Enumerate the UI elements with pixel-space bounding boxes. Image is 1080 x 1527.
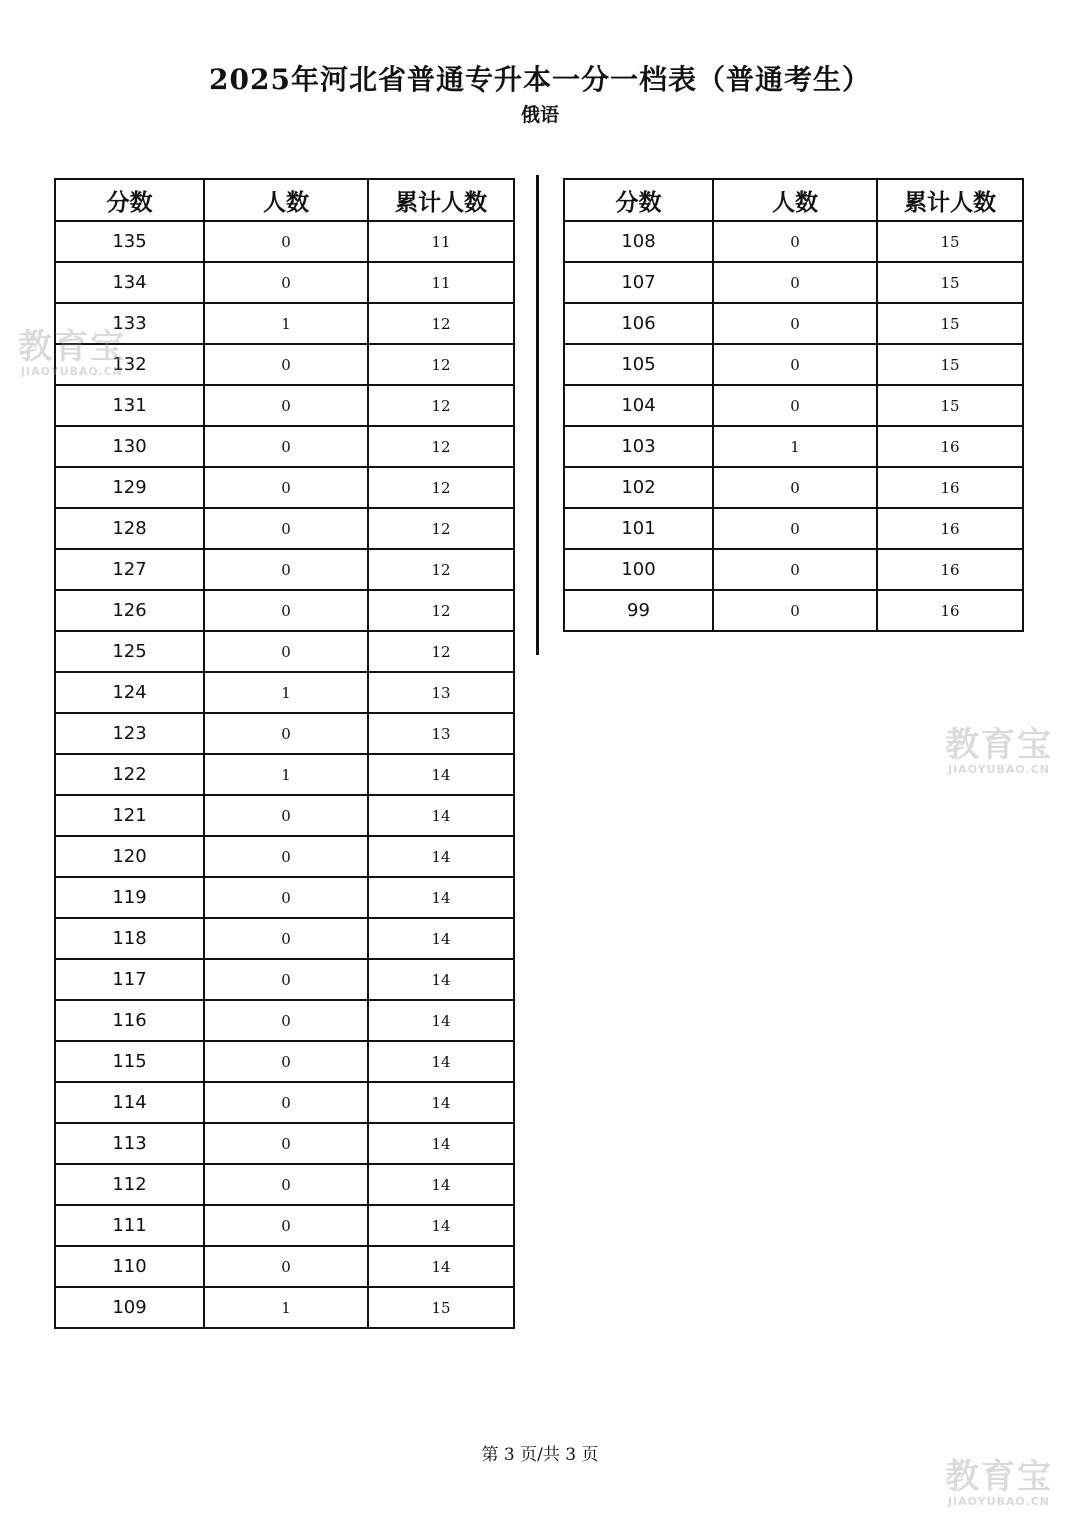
cell-score: 108 [564,221,713,262]
cell-count: 1 [713,426,877,467]
watermark-logo: 教育宝 JIAOYUBAO.CN [945,1457,1053,1508]
cell-cumulative: 12 [368,631,514,672]
cell-cumulative: 12 [368,344,514,385]
table-row [564,262,1023,303]
cell-count: 0 [204,221,368,262]
cell-score: 115 [55,1041,204,1082]
cell-cumulative: 14 [368,918,514,959]
subject-subtitle: 俄语 [520,104,559,126]
cell-cumulative: 11 [368,262,514,303]
cell-score: 126 [55,590,204,631]
cell-count: 0 [204,836,368,877]
header-count: 人数 [204,179,368,221]
cell-score: 101 [564,508,713,549]
table-row [55,590,514,631]
table-row [564,508,1023,549]
table-row [55,221,514,262]
table-row [564,426,1023,467]
cell-score: 110 [55,1246,204,1287]
cell-cumulative: 14 [368,754,514,795]
cell-score: 102 [564,467,713,508]
table-row [564,344,1023,385]
cell-score: 125 [55,631,204,672]
cell-count: 0 [204,467,368,508]
table-row [55,262,514,303]
cell-cumulative: 14 [368,877,514,918]
cell-count: 0 [204,713,368,754]
table-row [55,1123,514,1164]
cell-cumulative: 12 [368,426,514,467]
header-score: 分数 [55,179,204,221]
cell-score: 123 [55,713,204,754]
cell-count: 0 [713,508,877,549]
cell-count: 0 [204,1205,368,1246]
cell-count: 0 [204,1082,368,1123]
cell-cumulative: 16 [877,549,1023,590]
cell-cumulative: 12 [368,590,514,631]
table-header-row [564,179,1023,221]
page-title: 2025年河北省普通专升本一分一档表（普通考生） [209,63,871,96]
cell-cumulative: 13 [368,713,514,754]
cell-cumulative: 12 [368,508,514,549]
cell-score: 116 [55,1000,204,1041]
watermark-logo: 教育宝 JIAOYUBAO.CN [18,327,126,378]
table-row [564,303,1023,344]
cell-count: 0 [713,303,877,344]
cell-cumulative: 14 [368,1041,514,1082]
cell-cumulative: 16 [877,508,1023,549]
cell-count: 0 [204,426,368,467]
cell-score: 130 [55,426,204,467]
cell-score: 133 [55,303,204,344]
cell-score: 132 [55,344,204,385]
cell-score: 113 [55,1123,204,1164]
table-row [55,426,514,467]
cell-score: 135 [55,221,204,262]
table-row [55,1164,514,1205]
cell-count: 1 [204,754,368,795]
cell-cumulative: 13 [368,672,514,713]
cell-count: 0 [713,262,877,303]
cell-count: 0 [713,467,877,508]
cell-score: 121 [55,795,204,836]
cell-cumulative: 16 [877,426,1023,467]
cell-cumulative: 14 [368,1164,514,1205]
cell-score: 124 [55,672,204,713]
table-row [55,631,514,672]
cell-score: 117 [55,959,204,1000]
page-footer: 第 3 页/共 3 页 [481,1445,599,1465]
cell-score: 128 [55,508,204,549]
table-row [55,467,514,508]
cell-score: 118 [55,918,204,959]
cell-cumulative: 12 [368,303,514,344]
table-row [564,549,1023,590]
cell-count: 0 [204,1164,368,1205]
table-row [55,918,514,959]
cell-cumulative: 14 [368,1123,514,1164]
table-row [55,508,514,549]
header-score: 分数 [564,179,713,221]
cell-count: 1 [204,672,368,713]
table-row [55,672,514,713]
cell-cumulative: 14 [368,836,514,877]
table-row [55,1041,514,1082]
header-cumulative: 累计人数 [877,179,1023,221]
cell-cumulative: 15 [877,344,1023,385]
cell-cumulative: 12 [368,385,514,426]
cell-cumulative: 14 [368,1000,514,1041]
cell-cumulative: 12 [368,549,514,590]
cell-count: 0 [204,1246,368,1287]
header-cumulative: 累计人数 [368,179,514,221]
cell-score: 109 [55,1287,204,1328]
table-row [55,549,514,590]
cell-cumulative: 14 [368,795,514,836]
cell-score: 104 [564,385,713,426]
cell-score: 106 [564,303,713,344]
cell-count: 0 [204,631,368,672]
cell-count: 0 [713,590,877,631]
table-row [55,754,514,795]
table-row [564,221,1023,262]
cell-score: 107 [564,262,713,303]
cell-count: 0 [204,877,368,918]
cell-score: 99 [564,590,713,631]
cell-cumulative: 15 [877,262,1023,303]
cell-count: 0 [204,1041,368,1082]
cell-count: 1 [204,303,368,344]
cell-count: 0 [713,344,877,385]
cell-count: 0 [204,1123,368,1164]
cell-score: 114 [55,1082,204,1123]
cell-score: 131 [55,385,204,426]
cell-score: 100 [564,549,713,590]
table-row [55,1205,514,1246]
table-row [564,385,1023,426]
cell-count: 0 [204,1000,368,1041]
table-body-left [55,221,514,1328]
cell-count: 0 [713,549,877,590]
cell-score: 103 [564,426,713,467]
cell-cumulative: 14 [368,1082,514,1123]
table-row [55,1000,514,1041]
cell-cumulative: 15 [877,221,1023,262]
cell-cumulative: 15 [368,1287,514,1328]
table-row [55,836,514,877]
table-row [55,1287,514,1328]
cell-cumulative: 12 [368,467,514,508]
cell-score: 134 [55,262,204,303]
table-body-right [564,221,1023,631]
cell-count: 0 [204,549,368,590]
cell-count: 0 [204,795,368,836]
cell-count: 0 [204,385,368,426]
table-row [55,877,514,918]
cell-cumulative: 11 [368,221,514,262]
table-row [55,1082,514,1123]
cell-count: 0 [204,918,368,959]
cell-count: 0 [204,262,368,303]
cell-count: 0 [204,590,368,631]
cell-count: 0 [713,221,877,262]
cell-cumulative: 14 [368,1246,514,1287]
cell-cumulative: 15 [877,303,1023,344]
column-divider [536,175,539,655]
cell-cumulative: 16 [877,590,1023,631]
cell-score: 129 [55,467,204,508]
cell-cumulative: 14 [368,959,514,1000]
table-row [55,385,514,426]
table-row [55,795,514,836]
cell-count: 0 [204,344,368,385]
cell-score: 105 [564,344,713,385]
cell-score: 120 [55,836,204,877]
cell-cumulative: 14 [368,1205,514,1246]
cell-score: 112 [55,1164,204,1205]
cell-cumulative: 16 [877,467,1023,508]
cell-cumulative: 15 [877,385,1023,426]
cell-score: 127 [55,549,204,590]
header-count: 人数 [713,179,877,221]
cell-score: 111 [55,1205,204,1246]
table-header-row [55,179,514,221]
cell-score: 119 [55,877,204,918]
cell-count: 1 [204,1287,368,1328]
table-row [55,959,514,1000]
cell-score: 122 [55,754,204,795]
score-table-right [563,178,1024,632]
table-row [55,713,514,754]
cell-count: 0 [204,959,368,1000]
cell-count: 0 [713,385,877,426]
cell-count: 0 [204,508,368,549]
table-row [564,590,1023,631]
table-row [564,467,1023,508]
watermark-logo: 教育宝 JIAOYUBAO.CN [945,725,1053,776]
table-row [55,1246,514,1287]
